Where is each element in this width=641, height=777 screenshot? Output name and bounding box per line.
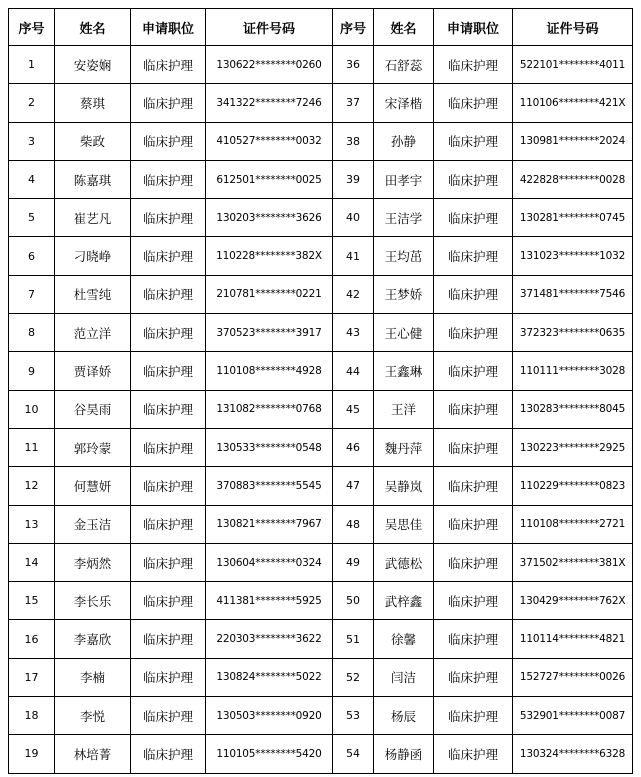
name-cell: 李楠: [55, 658, 131, 696]
table-row: [9, 697, 633, 735]
table-row: [9, 543, 633, 581]
seq-cell: 49: [333, 543, 374, 581]
position-cell: 临床护理: [434, 352, 513, 390]
id-number-cell: 372323********0635: [513, 314, 633, 352]
name-cell: 魏丹萍: [374, 428, 434, 466]
header-name-left: 姓名: [55, 9, 131, 46]
table-row: [9, 160, 633, 198]
name-cell: 李炳然: [55, 543, 131, 581]
id-number-cell: 130223********2925: [513, 428, 633, 466]
seq-cell: 37: [333, 84, 374, 122]
name-cell: 谷昊雨: [55, 390, 131, 428]
name-cell: 王洁学: [374, 199, 434, 237]
name-cell: 吴静岚: [374, 467, 434, 505]
name-cell: 陈嘉琪: [55, 160, 131, 198]
id-number-cell: 422828********0028: [513, 160, 633, 198]
position-cell: 临床护理: [434, 237, 513, 275]
applicant-table: [8, 8, 633, 774]
name-cell: 王梦娇: [374, 275, 434, 313]
table-row: [9, 658, 633, 696]
position-cell: 临床护理: [434, 160, 513, 198]
name-cell: 郭玲蒙: [55, 428, 131, 466]
seq-cell: 16: [9, 620, 55, 658]
position-cell: 临床护理: [131, 697, 206, 735]
table-row: [9, 620, 633, 658]
position-cell: 临床护理: [434, 390, 513, 428]
id-number-cell: 522101********4011: [513, 46, 633, 84]
seq-cell: 9: [9, 352, 55, 390]
position-cell: 临床护理: [131, 237, 206, 275]
id-number-cell: 371502********381X: [513, 543, 633, 581]
position-cell: 临床护理: [434, 46, 513, 84]
seq-cell: 17: [9, 658, 55, 696]
seq-cell: 19: [9, 735, 55, 773]
name-cell: 刁晓峥: [55, 237, 131, 275]
seq-cell: 10: [9, 390, 55, 428]
name-cell: 王洋: [374, 390, 434, 428]
id-number-cell: 130981********2024: [513, 122, 633, 160]
position-cell: 临床护理: [131, 160, 206, 198]
name-cell: 宋泽楷: [374, 84, 434, 122]
name-cell: 杨辰: [374, 697, 434, 735]
position-cell: 临床护理: [434, 275, 513, 313]
position-cell: 临床护理: [434, 697, 513, 735]
position-cell: 临床护理: [434, 314, 513, 352]
id-number-cell: 130821********7967: [206, 505, 333, 543]
id-number-cell: 532901********0087: [513, 697, 633, 735]
position-cell: 临床护理: [131, 352, 206, 390]
seq-cell: 36: [333, 46, 374, 84]
name-cell: 武梓鑫: [374, 582, 434, 620]
id-number-cell: 130429********762X: [513, 582, 633, 620]
id-number-cell: 130203********3626: [206, 199, 333, 237]
position-cell: 临床护理: [131, 275, 206, 313]
seq-cell: 7: [9, 275, 55, 313]
seq-cell: 46: [333, 428, 374, 466]
name-cell: 徐馨: [374, 620, 434, 658]
table-row: [9, 275, 633, 313]
position-cell: 临床护理: [131, 582, 206, 620]
id-number-cell: 110108********4928: [206, 352, 333, 390]
seq-cell: 14: [9, 543, 55, 581]
position-cell: 临床护理: [131, 314, 206, 352]
applicant-list: [8, 8, 633, 774]
table-row: [9, 505, 633, 543]
seq-cell: 2: [9, 84, 55, 122]
table-row: [9, 84, 633, 122]
name-cell: 田孝宇: [374, 160, 434, 198]
name-cell: 安姿娴: [55, 46, 131, 84]
seq-cell: 6: [9, 237, 55, 275]
table-row: [9, 582, 633, 620]
seq-cell: 13: [9, 505, 55, 543]
table-row: [9, 199, 633, 237]
id-number-cell: 110108********2721: [513, 505, 633, 543]
header-row: [9, 9, 633, 46]
seq-cell: 15: [9, 582, 55, 620]
id-number-cell: 152727********0026: [513, 658, 633, 696]
id-number-cell: 220303********3622: [206, 620, 333, 658]
id-number-cell: 130604********0324: [206, 543, 333, 581]
position-cell: 临床护理: [131, 658, 206, 696]
position-cell: 临床护理: [434, 199, 513, 237]
id-number-cell: 130824********5022: [206, 658, 333, 696]
seq-cell: 44: [333, 352, 374, 390]
position-cell: 临床护理: [131, 505, 206, 543]
seq-cell: 12: [9, 467, 55, 505]
table-row: [9, 428, 633, 466]
name-cell: 杨静函: [374, 735, 434, 773]
id-number-cell: 371481********7546: [513, 275, 633, 313]
position-cell: 临床护理: [434, 582, 513, 620]
seq-cell: 18: [9, 697, 55, 735]
seq-cell: 1: [9, 46, 55, 84]
seq-cell: 4: [9, 160, 55, 198]
seq-cell: 50: [333, 582, 374, 620]
id-number-cell: 411381********5925: [206, 582, 333, 620]
position-cell: 临床护理: [434, 122, 513, 160]
position-cell: 临床护理: [434, 505, 513, 543]
seq-cell: 41: [333, 237, 374, 275]
name-cell: 林培菁: [55, 735, 131, 773]
header-seq-right: 序号: [333, 9, 374, 46]
seq-cell: 11: [9, 428, 55, 466]
name-cell: 贾译娇: [55, 352, 131, 390]
name-cell: 杜雪纯: [55, 275, 131, 313]
id-number-cell: 130283********8045: [513, 390, 633, 428]
name-cell: 李悦: [55, 697, 131, 735]
name-cell: 孙静: [374, 122, 434, 160]
header-position-right: 申请职位: [434, 9, 513, 46]
id-number-cell: 110114********4821: [513, 620, 633, 658]
id-number-cell: 130281********0745: [513, 199, 633, 237]
id-number-cell: 131082********0768: [206, 390, 333, 428]
position-cell: 临床护理: [131, 735, 206, 773]
position-cell: 临床护理: [131, 122, 206, 160]
table-row: [9, 237, 633, 275]
seq-cell: 52: [333, 658, 374, 696]
id-number-cell: 110105********5420: [206, 735, 333, 773]
seq-cell: 8: [9, 314, 55, 352]
header-id-right: 证件号码: [513, 9, 633, 46]
id-number-cell: 130324********6328: [513, 735, 633, 773]
seq-cell: 54: [333, 735, 374, 773]
position-cell: 临床护理: [434, 620, 513, 658]
name-cell: 蔡琪: [55, 84, 131, 122]
name-cell: 李嘉欣: [55, 620, 131, 658]
name-cell: 闫洁: [374, 658, 434, 696]
name-cell: 李长乐: [55, 582, 131, 620]
position-cell: 临床护理: [434, 543, 513, 581]
seq-cell: 3: [9, 122, 55, 160]
position-cell: 临床护理: [434, 84, 513, 122]
name-cell: 王心健: [374, 314, 434, 352]
position-cell: 临床护理: [434, 658, 513, 696]
seq-cell: 43: [333, 314, 374, 352]
name-cell: 柴政: [55, 122, 131, 160]
name-cell: 王均茁: [374, 237, 434, 275]
seq-cell: 40: [333, 199, 374, 237]
table-body: [9, 46, 633, 774]
seq-cell: 53: [333, 697, 374, 735]
seq-cell: 42: [333, 275, 374, 313]
id-number-cell: 370523********3917: [206, 314, 333, 352]
position-cell: 临床护理: [131, 84, 206, 122]
name-cell: 王鑫琳: [374, 352, 434, 390]
name-cell: 吴思佳: [374, 505, 434, 543]
table-row: [9, 122, 633, 160]
table-row: [9, 46, 633, 84]
id-number-cell: 110106********421X: [513, 84, 633, 122]
position-cell: 临床护理: [434, 467, 513, 505]
name-cell: 武德松: [374, 543, 434, 581]
id-number-cell: 612501********0025: [206, 160, 333, 198]
id-number-cell: 341322********7246: [206, 84, 333, 122]
id-number-cell: 130533********0548: [206, 428, 333, 466]
name-cell: 石舒蕊: [374, 46, 434, 84]
id-number-cell: 210781********0221: [206, 275, 333, 313]
position-cell: 临床护理: [434, 428, 513, 466]
name-cell: 范立洋: [55, 314, 131, 352]
table-row: [9, 390, 633, 428]
table-row: [9, 352, 633, 390]
id-number-cell: 110111********3028: [513, 352, 633, 390]
position-cell: 临床护理: [131, 467, 206, 505]
seq-cell: 51: [333, 620, 374, 658]
table-row: [9, 467, 633, 505]
table-row: [9, 314, 633, 352]
header-seq-left: 序号: [9, 9, 55, 46]
seq-cell: 47: [333, 467, 374, 505]
position-cell: 临床护理: [434, 735, 513, 773]
id-number-cell: 110229********0823: [513, 467, 633, 505]
id-number-cell: 370883********5545: [206, 467, 333, 505]
id-number-cell: 110228********382X: [206, 237, 333, 275]
name-cell: 金玉洁: [55, 505, 131, 543]
position-cell: 临床护理: [131, 543, 206, 581]
id-number-cell: 130622********0260: [206, 46, 333, 84]
position-cell: 临床护理: [131, 390, 206, 428]
id-number-cell: 410527********0032: [206, 122, 333, 160]
position-cell: 临床护理: [131, 46, 206, 84]
position-cell: 临床护理: [131, 428, 206, 466]
seq-cell: 39: [333, 160, 374, 198]
table-row: [9, 735, 633, 773]
seq-cell: 45: [333, 390, 374, 428]
header-id-left: 证件号码: [206, 9, 333, 46]
name-cell: 崔艺凡: [55, 199, 131, 237]
seq-cell: 38: [333, 122, 374, 160]
header-name-right: 姓名: [374, 9, 434, 46]
header-position-left: 申请职位: [131, 9, 206, 46]
position-cell: 临床护理: [131, 199, 206, 237]
name-cell: 何慧妍: [55, 467, 131, 505]
position-cell: 临床护理: [131, 620, 206, 658]
seq-cell: 48: [333, 505, 374, 543]
id-number-cell: 130503********0920: [206, 697, 333, 735]
seq-cell: 5: [9, 199, 55, 237]
id-number-cell: 131023********1032: [513, 237, 633, 275]
